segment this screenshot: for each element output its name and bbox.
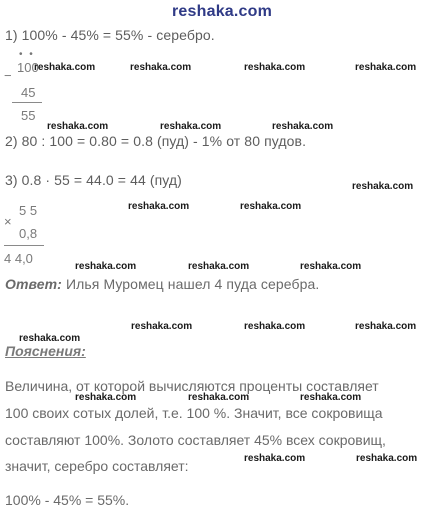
subtraction-minuend: 100	[17, 60, 39, 75]
minus-sign: −	[4, 68, 12, 83]
multiplication-result: 4 4,0	[4, 251, 33, 266]
explanation-line-5: 100% - 45% = 55%.	[5, 492, 130, 508]
watermark: reshaka.com	[356, 453, 418, 464]
watermark: reshaka.com	[34, 62, 96, 73]
watermark: reshaka.com	[188, 392, 250, 403]
watermark: reshaka.com	[47, 121, 109, 132]
watermark: reshaka.com	[244, 62, 306, 73]
multiplication-factor-2: 0,8	[19, 226, 38, 241]
watermark: reshaka.com	[188, 261, 250, 272]
answer-label: Ответ:	[5, 276, 62, 292]
explanation-line-4: значит, серебро составляет:	[5, 458, 189, 474]
explanation-line-2: 100 своих сотых долей, т.е. 100 %. Значит, все сокровища	[5, 405, 383, 421]
subtraction-subtrahend: 45	[21, 85, 36, 100]
watermark: reshaka.com	[352, 181, 414, 192]
explanation-line-1: Величина, от которой вычисляются проценты составляет	[5, 378, 379, 394]
answer-line	[5, 276, 319, 292]
watermark: reshaka.com	[355, 321, 417, 332]
subtraction-result: 55	[21, 108, 36, 123]
watermark: reshaka.com	[160, 121, 222, 132]
watermark: reshaka.com	[240, 201, 302, 212]
explanation-line-3: составляют 100%. Золото составляет 45% всех сокровищ,	[5, 432, 386, 448]
step-1: 1) 100% - 45% = 55% - серебро.	[5, 27, 215, 43]
watermark: reshaka.com	[244, 453, 306, 464]
watermark: reshaka.com	[300, 261, 362, 272]
answer-text: Илья Муромец нашел 4 пуда серебра.	[61, 276, 320, 292]
watermark: reshaka.com	[272, 121, 334, 132]
watermark: reshaka.com	[75, 261, 137, 272]
watermark: reshaka.com	[355, 62, 417, 73]
subtraction-rule	[12, 102, 42, 103]
watermark: reshaka.com	[244, 321, 306, 332]
multiplication-factor-1: 5 5	[19, 203, 38, 218]
site-title: reshaka.com	[172, 3, 273, 20]
watermark: reshaka.com	[75, 392, 137, 403]
watermark: reshaka.com	[131, 321, 193, 332]
borrow-dots: • •	[19, 49, 35, 60]
watermark: reshaka.com	[300, 392, 362, 403]
watermark: reshaka.com	[128, 201, 190, 212]
step-2: 2) 80 : 100 = 0.80 = 0.8 (пуд) - 1% от 80 пудов.	[5, 133, 307, 149]
times-sign: ×	[4, 214, 12, 229]
watermark: reshaka.com	[19, 333, 81, 344]
watermark: reshaka.com	[130, 62, 192, 73]
step-3: 3) 0.8 · 55 = 44.0 = 44 (пуд)	[5, 172, 182, 188]
multiplication-rule	[4, 245, 44, 246]
explanation-heading: Пояснения:	[5, 343, 86, 359]
